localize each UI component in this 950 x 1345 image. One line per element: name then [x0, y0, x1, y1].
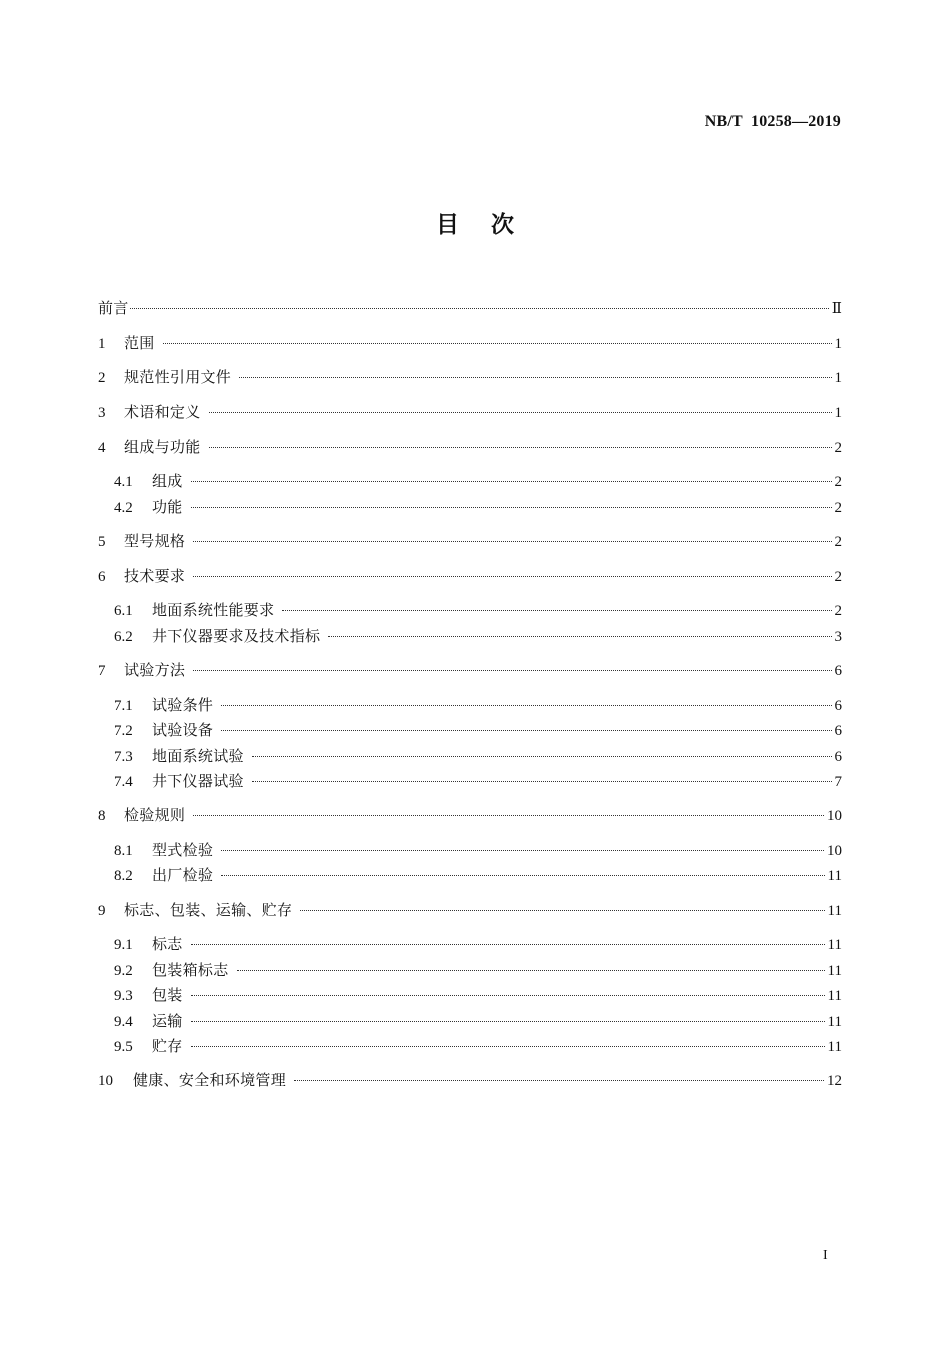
toc-entry-page: 11 — [827, 1039, 842, 1055]
toc-subentry[interactable] — [114, 694, 842, 716]
dot-leader — [237, 970, 825, 971]
dot-leader — [209, 447, 832, 448]
toc-entry-label: 检验规则 — [124, 806, 186, 824]
dot-leader — [252, 781, 832, 782]
toc-entry-page: 2 — [834, 603, 842, 619]
dot-leader — [191, 507, 832, 508]
page-title: 目 次 — [435, 212, 515, 238]
dot-leader — [193, 815, 824, 816]
toc-entry[interactable] — [98, 436, 842, 458]
dot-leader — [300, 910, 824, 911]
toc-subentry[interactable] — [114, 864, 842, 886]
toc-entry-number: 3 — [98, 405, 106, 421]
toc-entry-page: 11 — [827, 868, 842, 884]
toc-entry-number: 9.3 — [114, 988, 133, 1004]
toc-entry-number: 7.4 — [114, 774, 133, 790]
toc-subentry[interactable] — [114, 719, 842, 741]
toc-entry-number: 4.1 — [114, 474, 133, 490]
dot-leader — [282, 610, 831, 611]
toc-entry-label: 试验方法 — [124, 661, 186, 679]
toc-entry-label: 贮存 — [152, 1037, 183, 1055]
dot-leader — [191, 481, 832, 482]
toc-entry-number: 9.1 — [114, 937, 133, 953]
dot-leader — [163, 343, 832, 344]
standard-number: NB/T 10258—2019 — [704, 113, 841, 130]
toc-entry-label: 地面系统性能要求 — [152, 601, 275, 619]
toc-subentry[interactable] — [114, 745, 842, 767]
toc-entry[interactable] — [98, 899, 842, 921]
toc-subentry[interactable] — [114, 1010, 842, 1032]
toc-entry-page: Ⅱ — [831, 301, 842, 317]
toc-entry-number: 9.2 — [114, 963, 133, 979]
dot-leader — [221, 850, 824, 851]
toc-entry-number: 8 — [98, 808, 106, 824]
toc-entry-page: 10 — [827, 843, 842, 859]
dot-leader — [191, 1021, 825, 1022]
toc-entry-number: 5 — [98, 534, 106, 550]
toc-entry-page: 2 — [834, 534, 842, 550]
toc-entry-page: 2 — [834, 440, 842, 456]
toc-entry[interactable] — [98, 1069, 842, 1091]
toc-entry-number: 6 — [98, 569, 106, 585]
toc-entry-page: 11 — [827, 1014, 842, 1030]
toc-entry-label: 前言 — [98, 299, 129, 317]
toc-subentry[interactable] — [114, 839, 842, 861]
toc-subentry[interactable] — [114, 1035, 842, 1057]
toc-entry-number: 4 — [98, 440, 106, 456]
dot-leader — [294, 1080, 824, 1081]
dot-leader — [221, 875, 824, 876]
toc-entry-label: 型式检验 — [152, 841, 214, 859]
toc-entry-number: 10 — [98, 1073, 113, 1089]
toc-entry[interactable] — [98, 401, 842, 423]
dot-leader — [221, 705, 831, 706]
dot-leader — [130, 308, 829, 309]
toc-entry-label: 运输 — [152, 1012, 183, 1030]
toc-entry-label: 范围 — [124, 334, 155, 352]
toc-entry-number: 7.3 — [114, 749, 133, 765]
toc-entry-label: 组成与功能 — [124, 438, 201, 456]
toc-entry-page: 1 — [834, 370, 842, 386]
toc-entry-label: 包装箱标志 — [152, 961, 229, 979]
toc-entry-label: 出厂检验 — [152, 866, 214, 884]
toc-entry-page: 6 — [834, 749, 842, 765]
toc-entry-page: 1 — [834, 336, 842, 352]
toc-entry-page: 6 — [834, 698, 842, 714]
toc-entry-page: 2 — [834, 569, 842, 585]
toc-subentry[interactable] — [114, 770, 842, 792]
dot-leader — [191, 1046, 825, 1047]
toc-entry-page: 6 — [834, 663, 842, 679]
toc-entry-label: 组成 — [152, 472, 183, 490]
toc-entry-page: 2 — [834, 474, 842, 490]
toc-entry-number: 7.1 — [114, 698, 133, 714]
toc-entry-page: 12 — [827, 1073, 842, 1089]
toc-entry[interactable] — [98, 804, 842, 826]
toc-entry[interactable] — [98, 659, 842, 681]
toc-entry-page: 11 — [827, 937, 842, 953]
toc-entry-label: 标志、包装、运输、贮存 — [124, 901, 293, 919]
toc-entry-number: 4.2 — [114, 500, 133, 516]
toc-entry-label: 地面系统试验 — [152, 747, 244, 765]
dot-leader — [193, 670, 831, 671]
toc-entry-page: 1 — [834, 405, 842, 421]
toc-entry-page: 6 — [834, 723, 842, 739]
toc-entry-number: 1 — [98, 336, 106, 352]
toc-entry-label: 功能 — [152, 498, 183, 516]
toc-subentry[interactable] — [114, 470, 842, 492]
toc-entry[interactable] — [98, 297, 842, 319]
toc-entry-number: 8.2 — [114, 868, 133, 884]
toc-subentry[interactable] — [114, 933, 842, 955]
dot-leader — [191, 995, 825, 996]
dot-leader — [252, 756, 832, 757]
toc-subentry[interactable] — [114, 959, 842, 981]
page-number: I — [823, 1248, 828, 1263]
toc-entry-label: 试验条件 — [152, 696, 214, 714]
dot-leader — [239, 377, 831, 378]
toc-entry-page: 3 — [834, 629, 842, 645]
toc-entry-page: 7 — [834, 774, 842, 790]
toc-entry-label: 型号规格 — [124, 532, 186, 550]
toc-entry[interactable] — [98, 530, 842, 552]
dot-leader — [193, 576, 831, 577]
toc-subentry[interactable] — [114, 625, 842, 647]
toc-entry-label: 健康、安全和环境管理 — [133, 1071, 287, 1089]
toc-entry[interactable] — [98, 332, 842, 354]
toc-entry-page: 10 — [827, 808, 842, 824]
toc-entry-label: 规范性引用文件 — [124, 368, 232, 386]
toc-subentry[interactable] — [114, 984, 842, 1006]
dot-leader — [209, 412, 832, 413]
toc-entry[interactable] — [98, 565, 842, 587]
dot-leader — [193, 541, 831, 542]
dot-leader — [328, 636, 831, 637]
toc-entry-label: 术语和定义 — [124, 403, 201, 421]
toc-entry-number: 8.1 — [114, 843, 133, 859]
dot-leader — [221, 730, 831, 731]
toc-entry-number: 7.2 — [114, 723, 133, 739]
toc-entry-page: 11 — [827, 963, 842, 979]
toc-entry-number: 6.1 — [114, 603, 133, 619]
toc-entry-number: 2 — [98, 370, 106, 386]
toc-entry-number: 7 — [98, 663, 106, 679]
toc-entry-label: 标志 — [152, 935, 183, 953]
toc-entry-label: 包装 — [152, 986, 183, 1004]
toc-entry-number: 6.2 — [114, 629, 133, 645]
toc-entry-page: 11 — [827, 903, 842, 919]
toc-entry-number: 9.5 — [114, 1039, 133, 1055]
toc-entry-label: 技术要求 — [124, 567, 186, 585]
toc-entry-label: 井下仪器试验 — [152, 772, 244, 790]
toc-entry[interactable] — [98, 366, 842, 388]
toc-entry-page: 2 — [834, 500, 842, 516]
dot-leader — [191, 944, 825, 945]
toc-entry-page: 11 — [827, 988, 842, 1004]
toc-subentry[interactable] — [114, 496, 842, 518]
toc-entry-number: 9 — [98, 903, 106, 919]
toc-entry-number: 9.4 — [114, 1014, 133, 1030]
toc-subentry[interactable] — [114, 599, 842, 621]
toc-entry-label: 井下仪器要求及技术指标 — [152, 627, 321, 645]
toc-entry-label: 试验设备 — [152, 721, 214, 739]
